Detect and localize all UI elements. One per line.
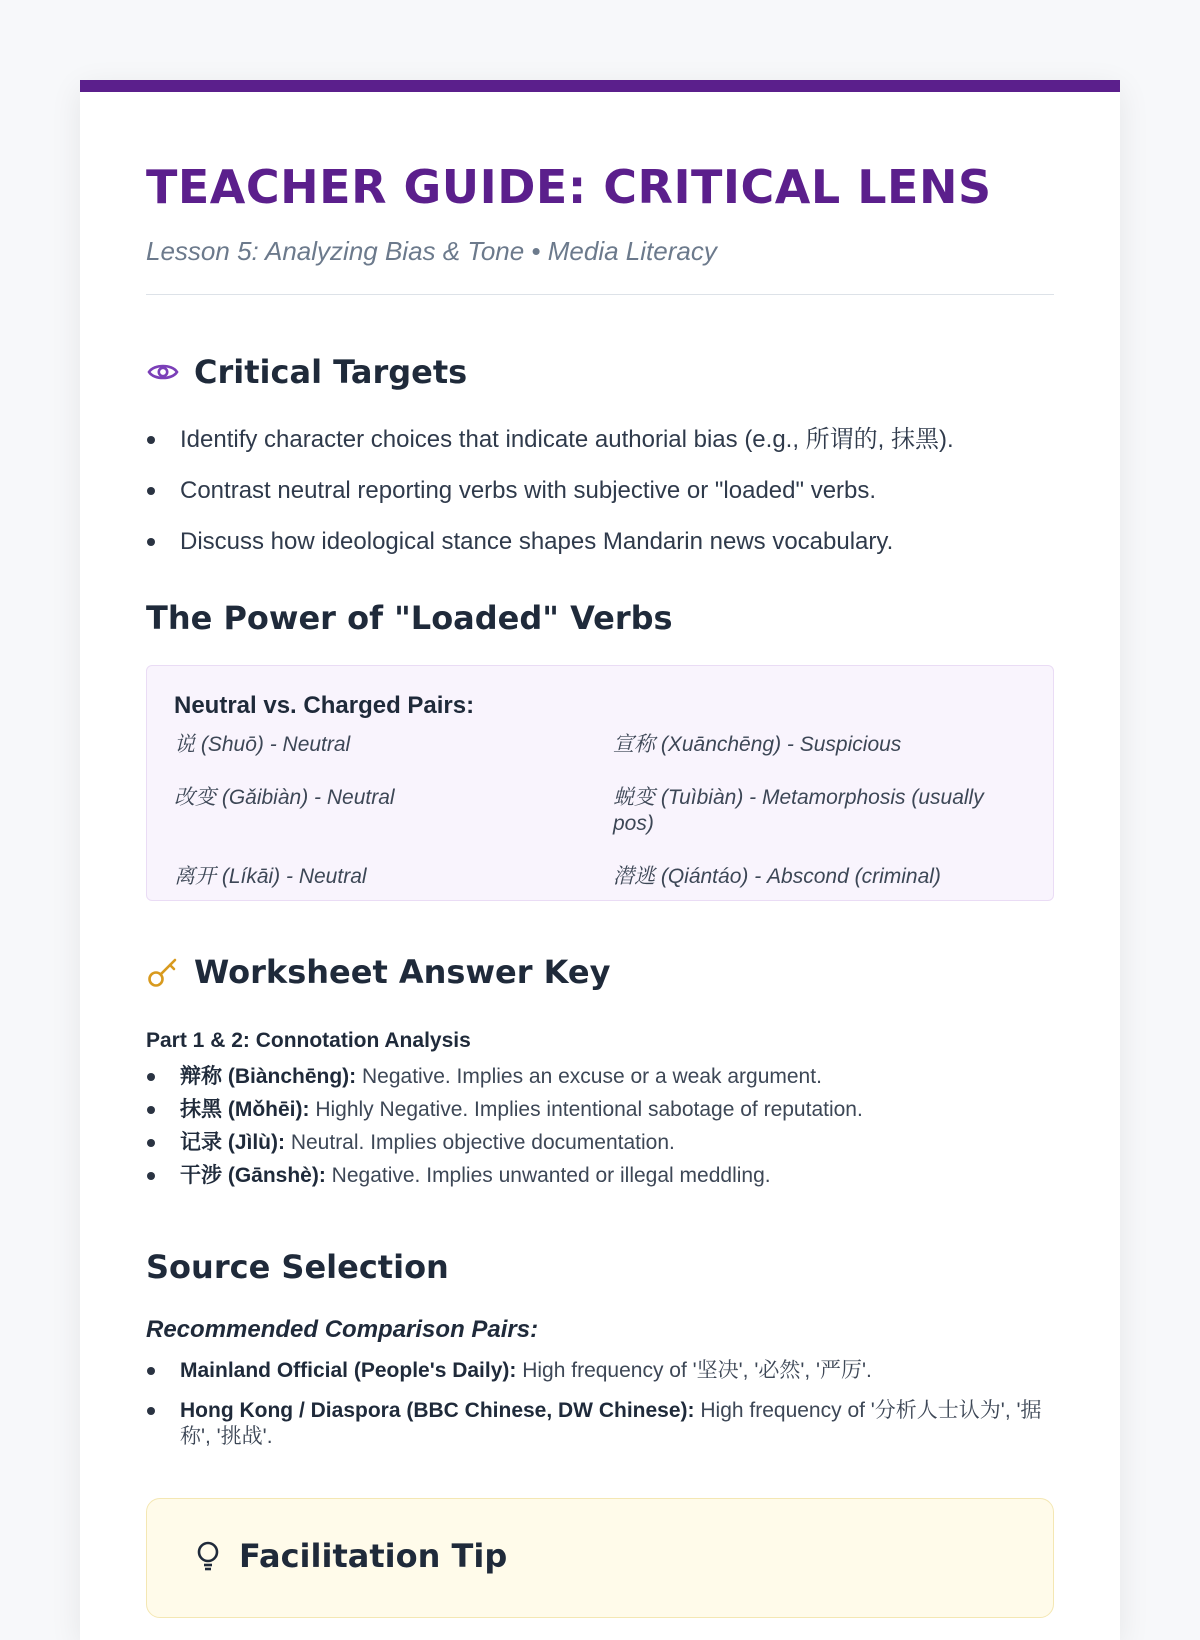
verb-pairs-box bbox=[146, 665, 1054, 901]
verb-pair: 潜逃 (Qiántáo) - Abscond (criminal) bbox=[613, 865, 941, 888]
answer-list bbox=[146, 1063, 1054, 1190]
answer-term: 记录 (Jìlù): bbox=[180, 1131, 285, 1154]
verb-pair: 说 (Shuō) - Neutral bbox=[174, 733, 351, 756]
facilitation-tip-heading bbox=[191, 1537, 1053, 1575]
guide-page bbox=[80, 80, 1120, 1640]
source-term: Hong Kong / Diaspora (BBC Chinese, DW Chinese): bbox=[180, 1399, 695, 1422]
verb-pairs-heading: Neutral vs. Charged Pairs: bbox=[174, 692, 475, 719]
page-title: TEACHER GUIDE: CRITICAL LENS bbox=[146, 160, 992, 214]
source-selection-section bbox=[146, 1248, 1054, 1450]
answer-term: 抹黑 (Mǒhēi): bbox=[180, 1098, 310, 1121]
answer-term: 干涉 (Gānshè): bbox=[180, 1164, 326, 1187]
list-item bbox=[146, 1096, 1054, 1124]
list-item bbox=[146, 1398, 1054, 1450]
source-list bbox=[146, 1358, 1054, 1450]
source-desc: High frequency of '分析人士认为', '据称', '挑战'. bbox=[180, 1399, 1042, 1448]
lightbulb-icon bbox=[191, 1539, 225, 1573]
targets-list bbox=[146, 425, 1054, 557]
source-desc: High frequency of '坚决', '必然', '严厉'. bbox=[516, 1359, 872, 1382]
list-item: Identify character choices that indicate authorial bias (e.g., 所谓的, 抹黑). bbox=[146, 425, 1054, 455]
answer-desc: Highly Negative. Implies intentional sabotage of reputation. bbox=[309, 1098, 863, 1121]
loaded-verbs-heading: The Power of "Loaded" Verbs bbox=[146, 599, 673, 637]
facilitation-tip-box bbox=[146, 1498, 1054, 1618]
source-term: Mainland Official (People's Daily): bbox=[180, 1359, 517, 1382]
divider bbox=[146, 294, 1054, 295]
critical-targets-heading bbox=[146, 353, 1054, 391]
source-selection-heading: Source Selection bbox=[146, 1248, 449, 1286]
page-subtitle: Lesson 5: Analyzing Bias & Tone • Media Literacy bbox=[146, 236, 717, 266]
answer-desc: Negative. Implies an excuse or a weak argument. bbox=[356, 1065, 822, 1088]
recommended-pairs-label: Recommended Comparison Pairs: bbox=[146, 1316, 539, 1343]
list-item bbox=[146, 1129, 1054, 1157]
list-item bbox=[146, 1162, 1054, 1190]
list-item: Discuss how ideological stance shapes Mandarin news vocabulary. bbox=[146, 527, 1054, 557]
facilitation-tip-title: Facilitation Tip bbox=[239, 1537, 508, 1575]
key-icon bbox=[146, 955, 180, 989]
eye-icon bbox=[146, 355, 180, 389]
answer-desc: Neutral. Implies objective documentation. bbox=[285, 1131, 675, 1154]
verb-pairs-grid bbox=[174, 732, 1027, 890]
answer-key-section bbox=[146, 953, 1054, 1190]
verb-pair: 改变 (Gǎibiàn) - Neutral bbox=[174, 786, 395, 809]
verb-pair: 离开 (Líkāi) - Neutral bbox=[174, 865, 367, 888]
loaded-verbs-section bbox=[146, 599, 1054, 901]
answer-key-title: Worksheet Answer Key bbox=[194, 953, 611, 991]
answer-desc: Negative. Implies unwanted or illegal meddling. bbox=[325, 1164, 771, 1187]
verb-pair: 蜕变 (Tuìbiàn) - Metamorphosis (usually pos) bbox=[613, 786, 984, 835]
answer-key-heading bbox=[146, 953, 1054, 991]
answer-term: 辩称 (Biànchēng): bbox=[180, 1065, 357, 1088]
critical-targets-section bbox=[146, 353, 1054, 557]
critical-targets-title: Critical Targets bbox=[194, 353, 468, 391]
list-item bbox=[146, 1063, 1054, 1091]
list-item bbox=[146, 1358, 1054, 1384]
part-label: Part 1 & 2: Connotation Analysis bbox=[146, 1029, 471, 1052]
list-item: Contrast neutral reporting verbs with subjective or "loaded" verbs. bbox=[146, 476, 1054, 506]
verb-pair: 宣称 (Xuānchēng) - Suspicious bbox=[613, 733, 902, 756]
